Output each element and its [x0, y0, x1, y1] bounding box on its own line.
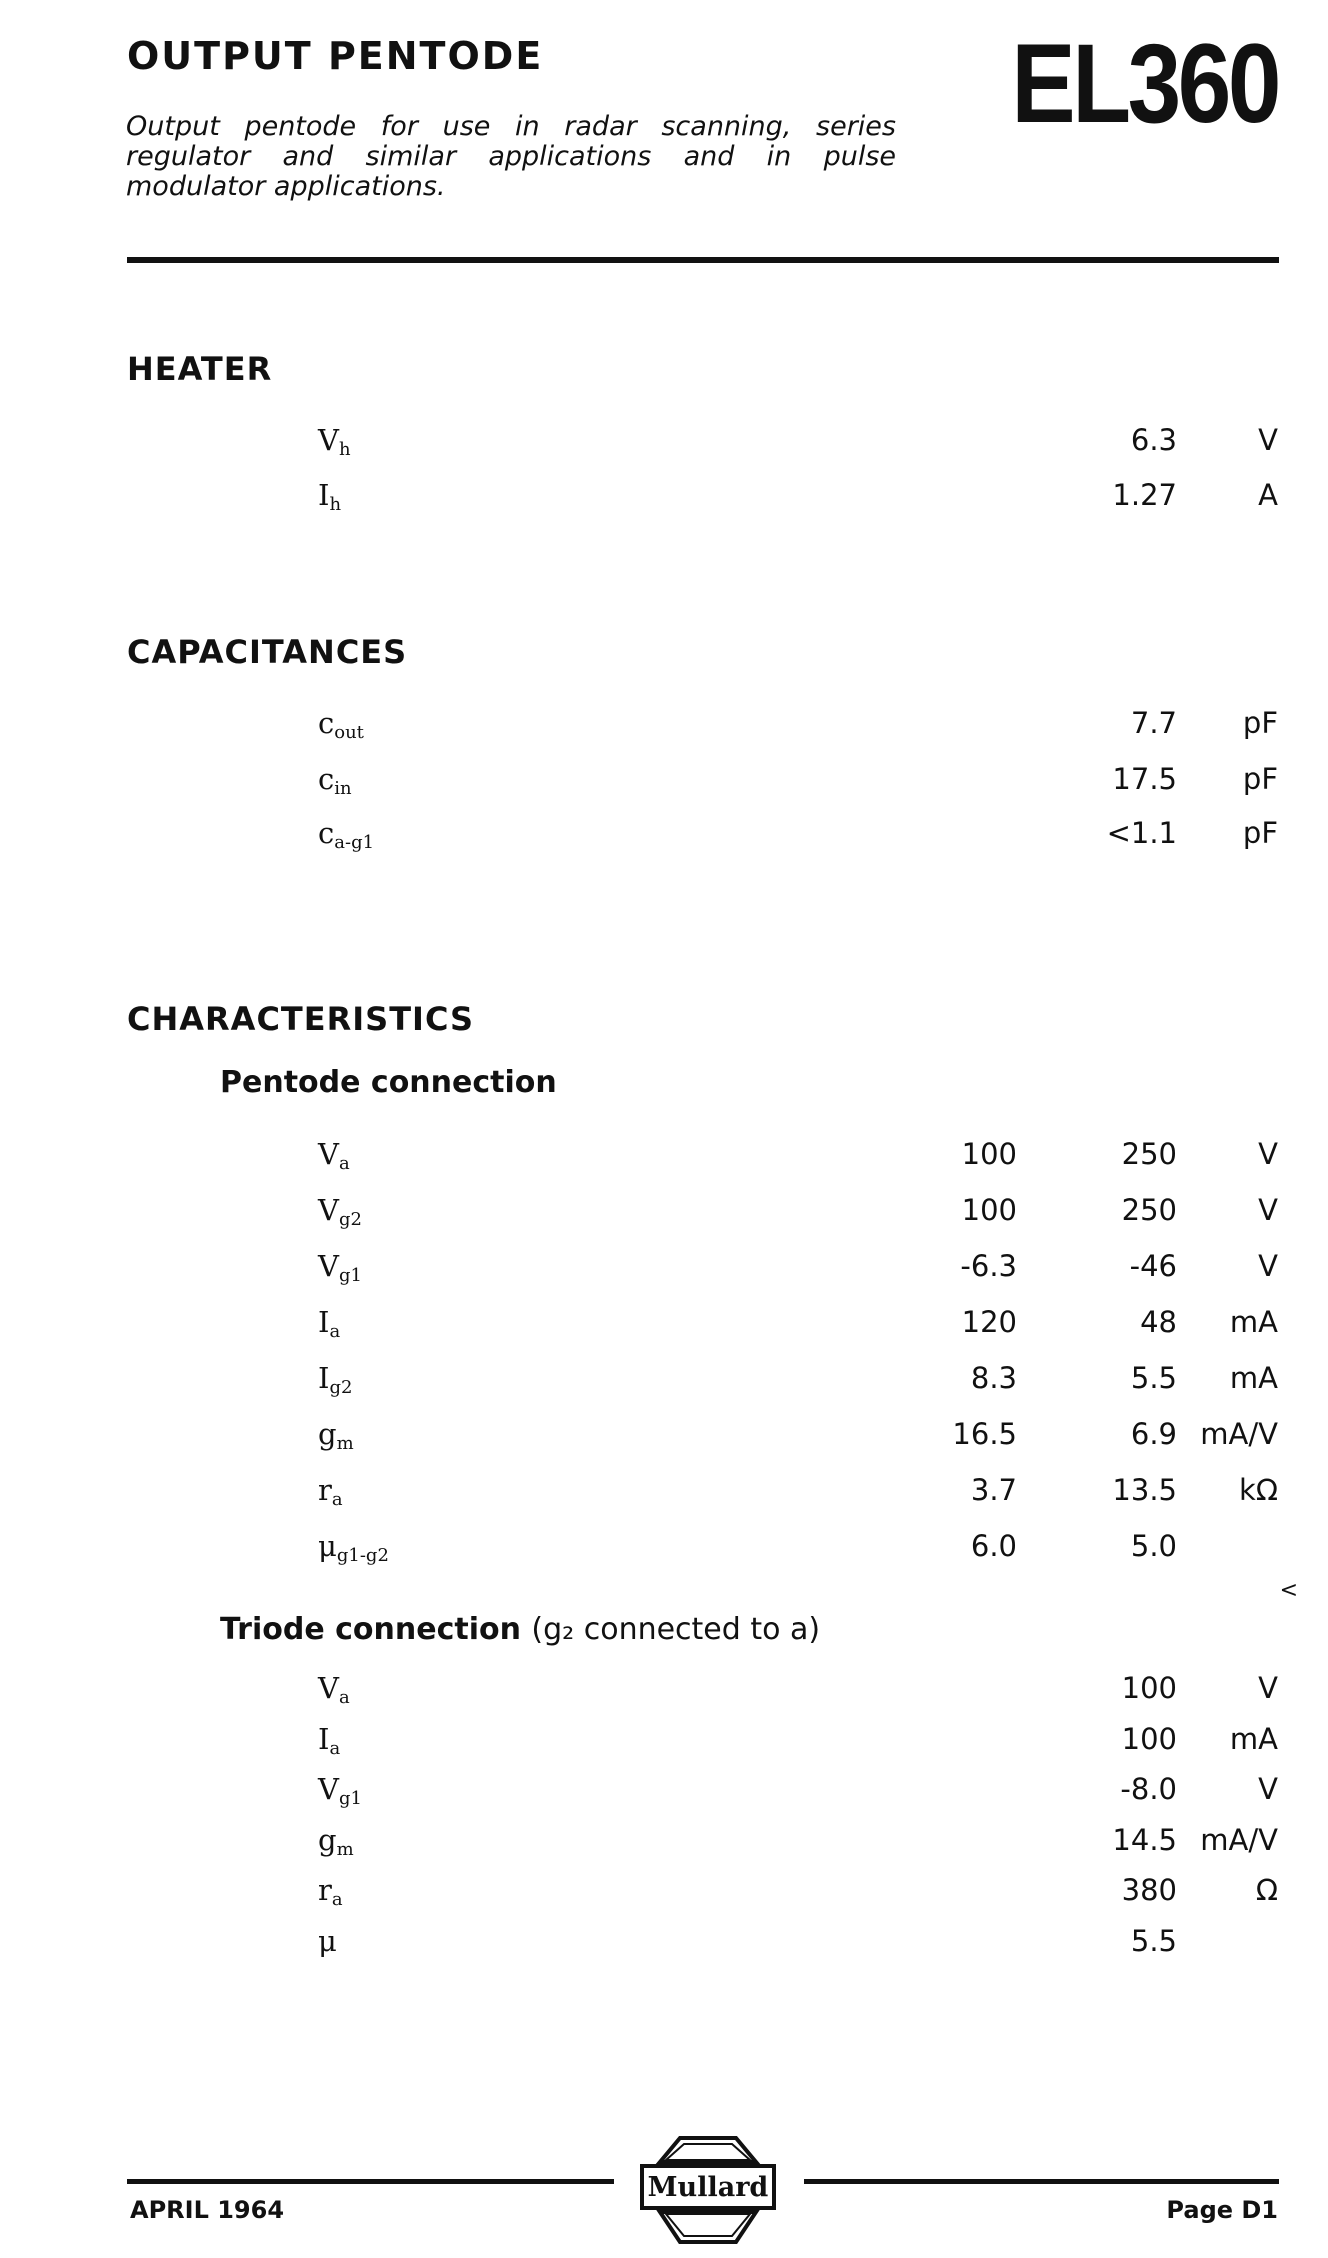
param-value-2: 250	[1121, 1137, 1177, 1171]
param-value: 5.5	[1130, 1923, 1177, 1958]
characteristic-row	[0, 1305, 1328, 1345]
param-symbol: $V_{g1}$	[318, 1772, 362, 1809]
param-unit: pF	[1242, 816, 1278, 850]
param-value-1: 100	[961, 1193, 1017, 1227]
param-symbol: $c_{out}$	[318, 706, 364, 743]
characteristics-heading: CHARACTERISTICS	[127, 1000, 475, 1038]
heater-row	[0, 423, 1328, 463]
param-value: -8.0	[1120, 1772, 1177, 1806]
characteristic-row	[0, 1924, 1328, 1964]
param-symbol: μ	[318, 1923, 337, 1958]
param-value-1: 16.5	[952, 1417, 1017, 1451]
param-value-2: 6.9	[1130, 1417, 1177, 1451]
param-value-1: 3.7	[970, 1473, 1017, 1507]
param-value: 380	[1121, 1873, 1177, 1907]
pentode-heading: Pentode connection	[220, 1065, 557, 1100]
characteristic-row	[0, 1722, 1328, 1762]
param-unit: mA	[1229, 1721, 1278, 1756]
param-symbol: $I_a$	[318, 1305, 341, 1342]
param-symbol: $V_a$	[318, 1137, 350, 1174]
mullard-logo	[632, 2134, 784, 2246]
param-value-2: 250	[1121, 1193, 1177, 1227]
characteristic-row	[0, 1361, 1328, 1401]
param-value-1: 120	[961, 1305, 1017, 1339]
logo-text: Mullard	[647, 2172, 769, 2203]
param-value-1: -6.3	[960, 1249, 1017, 1283]
footer-rule-left	[127, 2179, 614, 2184]
param-value-2: -46	[1129, 1249, 1177, 1283]
margin-mark: <	[1279, 1578, 1298, 1603]
param-value-1: 6.0	[970, 1529, 1017, 1563]
param-value: 100	[1121, 1721, 1177, 1756]
param-value: 6.3	[1130, 423, 1177, 457]
param-symbol: $c_{in}$	[318, 762, 352, 799]
param-symbol: $V_h$	[318, 423, 351, 460]
param-unit: V	[1258, 1137, 1278, 1171]
param-unit: Ω	[1255, 1873, 1278, 1907]
triode-heading: Triode connection (g₂ connected to a)	[220, 1612, 821, 1647]
param-symbol: $r_a$	[318, 1473, 343, 1510]
param-unit: V	[1258, 1671, 1278, 1705]
param-symbol: $V_a$	[318, 1671, 350, 1708]
characteristic-row	[0, 1417, 1328, 1457]
heater-heading: HEATER	[127, 350, 273, 388]
param-unit: mA	[1229, 1305, 1278, 1339]
heater-row	[0, 478, 1328, 518]
param-unit: pF	[1242, 762, 1278, 796]
param-value: <1.1	[1106, 816, 1177, 850]
param-unit: V	[1258, 1772, 1278, 1806]
param-symbol: $g_m$	[318, 1417, 354, 1454]
param-symbol: $c_{a-g1}$	[318, 816, 375, 853]
capacitance-row	[0, 706, 1328, 746]
characteristic-row	[0, 1772, 1328, 1812]
param-unit: A	[1258, 478, 1278, 512]
capacitances-heading: CAPACITANCES	[127, 633, 408, 671]
param-unit: kΩ	[1239, 1473, 1278, 1507]
param-value: 1.27	[1112, 478, 1177, 512]
description: Output pentode for use in radar scanning, series regulator and similar applications and in pulse modulator applications.	[126, 111, 896, 202]
footer-page: Page D1	[1166, 2196, 1278, 2224]
param-unit: mA	[1229, 1361, 1278, 1395]
triode-note: (g₂ connected to a)	[531, 1612, 821, 1647]
param-value: 100	[1121, 1671, 1177, 1705]
param-symbol: $I_{g2}$	[318, 1361, 353, 1398]
param-symbol: $g_m$	[318, 1822, 354, 1860]
param-value-2: 5.0	[1130, 1529, 1177, 1563]
param-unit: V	[1258, 1249, 1278, 1283]
param-symbol: $V_{g2}$	[318, 1193, 362, 1230]
param-symbol: $I_h$	[318, 478, 342, 515]
footer-date: APRIL 1964	[130, 2196, 285, 2224]
param-value-2: 13.5	[1112, 1473, 1177, 1507]
param-value-1: 100	[961, 1137, 1017, 1171]
param-value: 7.7	[1130, 706, 1177, 740]
param-unit: mA/V	[1200, 1417, 1278, 1451]
characteristic-row	[0, 1529, 1328, 1569]
param-symbol: $\mu_{g1-g2}$	[318, 1529, 389, 1566]
tube-code: EL360	[1011, 21, 1278, 146]
capacitance-row	[0, 816, 1328, 856]
param-unit: V	[1258, 1193, 1278, 1227]
param-value-2: 48	[1140, 1305, 1177, 1339]
param-unit: V	[1258, 423, 1278, 457]
param-value: 14.5	[1112, 1822, 1177, 1857]
characteristic-row	[0, 1193, 1328, 1233]
param-value-2: 5.5	[1130, 1361, 1177, 1395]
footer-rule-right	[804, 2179, 1279, 2184]
param-symbol: $I_a$	[318, 1721, 341, 1759]
characteristic-row	[0, 1137, 1328, 1177]
header-rule	[127, 257, 1279, 263]
param-unit: pF	[1242, 706, 1278, 740]
characteristic-row	[0, 1473, 1328, 1513]
param-symbol: $r_a$	[318, 1873, 343, 1910]
param-value-1: 8.3	[970, 1361, 1017, 1395]
param-value: 17.5	[1112, 762, 1177, 796]
characteristic-row	[0, 1823, 1328, 1863]
capacitance-row	[0, 762, 1328, 802]
page-title: OUTPUT PENTODE	[127, 34, 544, 78]
param-unit: mA/V	[1200, 1822, 1278, 1857]
characteristic-row	[0, 1249, 1328, 1289]
characteristic-row	[0, 1873, 1328, 1913]
characteristic-row	[0, 1671, 1328, 1711]
param-symbol: $V_{g1}$	[318, 1249, 362, 1286]
